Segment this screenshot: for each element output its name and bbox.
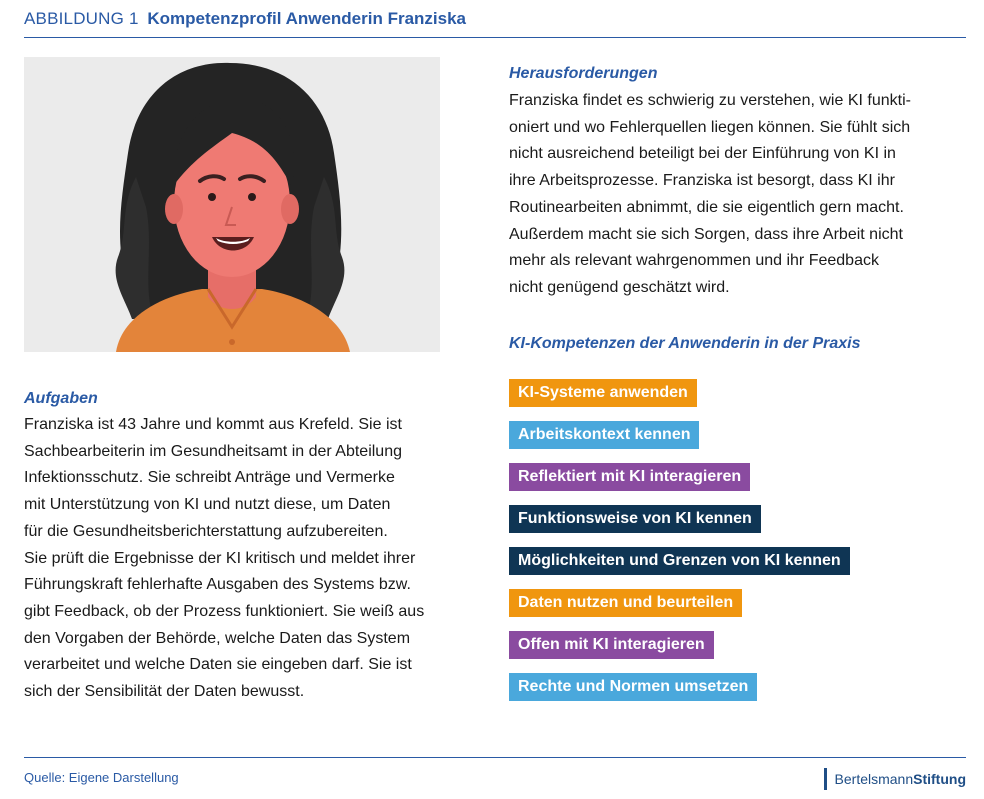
herausforderungen-line: mehr als relevant wahrgenommen und ihr Feedback [509,252,879,270]
kompetenz-chip: Offen mit KI interagieren [509,631,714,659]
aufgaben-line: sich der Sensibilität der Daten bewusst. [24,683,305,701]
aufgaben-line: den Vorgaben der Behörde, welche Daten das System [24,629,411,647]
herausforderungen-line: Franziska findet es schwierig zu verstehen, wie KI funkti- [509,92,911,109]
brand-logo [824,768,966,790]
aufgaben-line: gibt Feedback, ob der Prozess funktioniert. Sie weiß aus [24,602,425,620]
kompetenzen-heading: KI-Kompetenzen der Anwenderin in der Praxis [509,335,861,352]
herausforderungen-line: ihre Arbeitsprozesse. Franziska ist besorgt, dass KI ihr [509,172,895,190]
herausforderungen-text [509,88,911,302]
aufgaben-line: verarbeitet und welche Daten sie eingeben darf. Sie ist [24,656,412,674]
brand-name-part2: Stiftung [913,771,966,787]
kompetenz-chip: KI-Systeme anwenden [509,379,697,407]
aufgaben-line: mit Unterstützung von KI und nutzt diese, um Daten [24,496,391,514]
figure-title: Kompetenzprofil Anwenderin Franziska [147,9,467,28]
figure-label: ABBILDUNG 1 [24,9,139,28]
aufgaben-heading: Aufgaben [24,390,98,407]
kompetenz-chip: Rechte und Normen umsetzen [509,673,757,701]
aufgaben-line: für die Gesundheitsberichterstattung aufzubereiten. [24,522,388,540]
herausforderungen-line: Routinearbeiten abnimmt, die sie eigentlich gern macht. [509,198,904,216]
footer-divider [24,757,966,758]
kompetenz-chip: Daten nutzen und beurteilen [509,589,742,617]
source-note: Quelle: Eigene Darstellung [24,770,179,785]
figure-header [24,9,466,29]
herausforderungen-heading: Herausforderungen [509,65,658,82]
aufgaben-line: Franziska ist 43 Jahre und kommt aus Krefeld. Sie ist [24,416,402,433]
kompetenz-chip: Arbeitskontext kennen [509,421,699,449]
aufgaben-line: Sachbearbeiterin im Gesundheitsamt in der Abteilung [24,442,402,460]
aufgaben-line: Führungskraft fehlerhafte Ausgaben des Systems bzw. [24,576,411,594]
aufgaben-line: Infektionsschutz. Sie schreibt Anträge und Vermerke [24,469,395,487]
kompetenz-chip: Funktionsweise von KI kennen [509,505,761,533]
header-divider [24,37,966,38]
woman-avatar-icon [24,57,440,352]
kompetenz-chip: Möglichkeiten und Grenzen von KI kennen [509,547,850,575]
herausforderungen-line: nicht genügend geschätzt wird. [509,278,730,296]
portrait-illustration [24,57,440,352]
herausforderungen-line: nicht ausreichend beteiligt bei der Einführung von KI in [509,145,896,163]
herausforderungen-line: Außerdem macht sie sich Sorgen, dass ihre Arbeit nicht [509,225,903,243]
herausforderungen-line: oniert und wo Fehlerquellen liegen können. Sie fühlt sich [509,118,911,136]
brand-name-part1: Bertelsmann [834,771,914,787]
kompetenz-chip: Reflektiert mit KI interagieren [509,463,750,491]
aufgaben-text [24,412,424,706]
aufgaben-line: Sie prüft die Ergebnisse der KI kritisch und meldet ihrer [24,549,416,567]
